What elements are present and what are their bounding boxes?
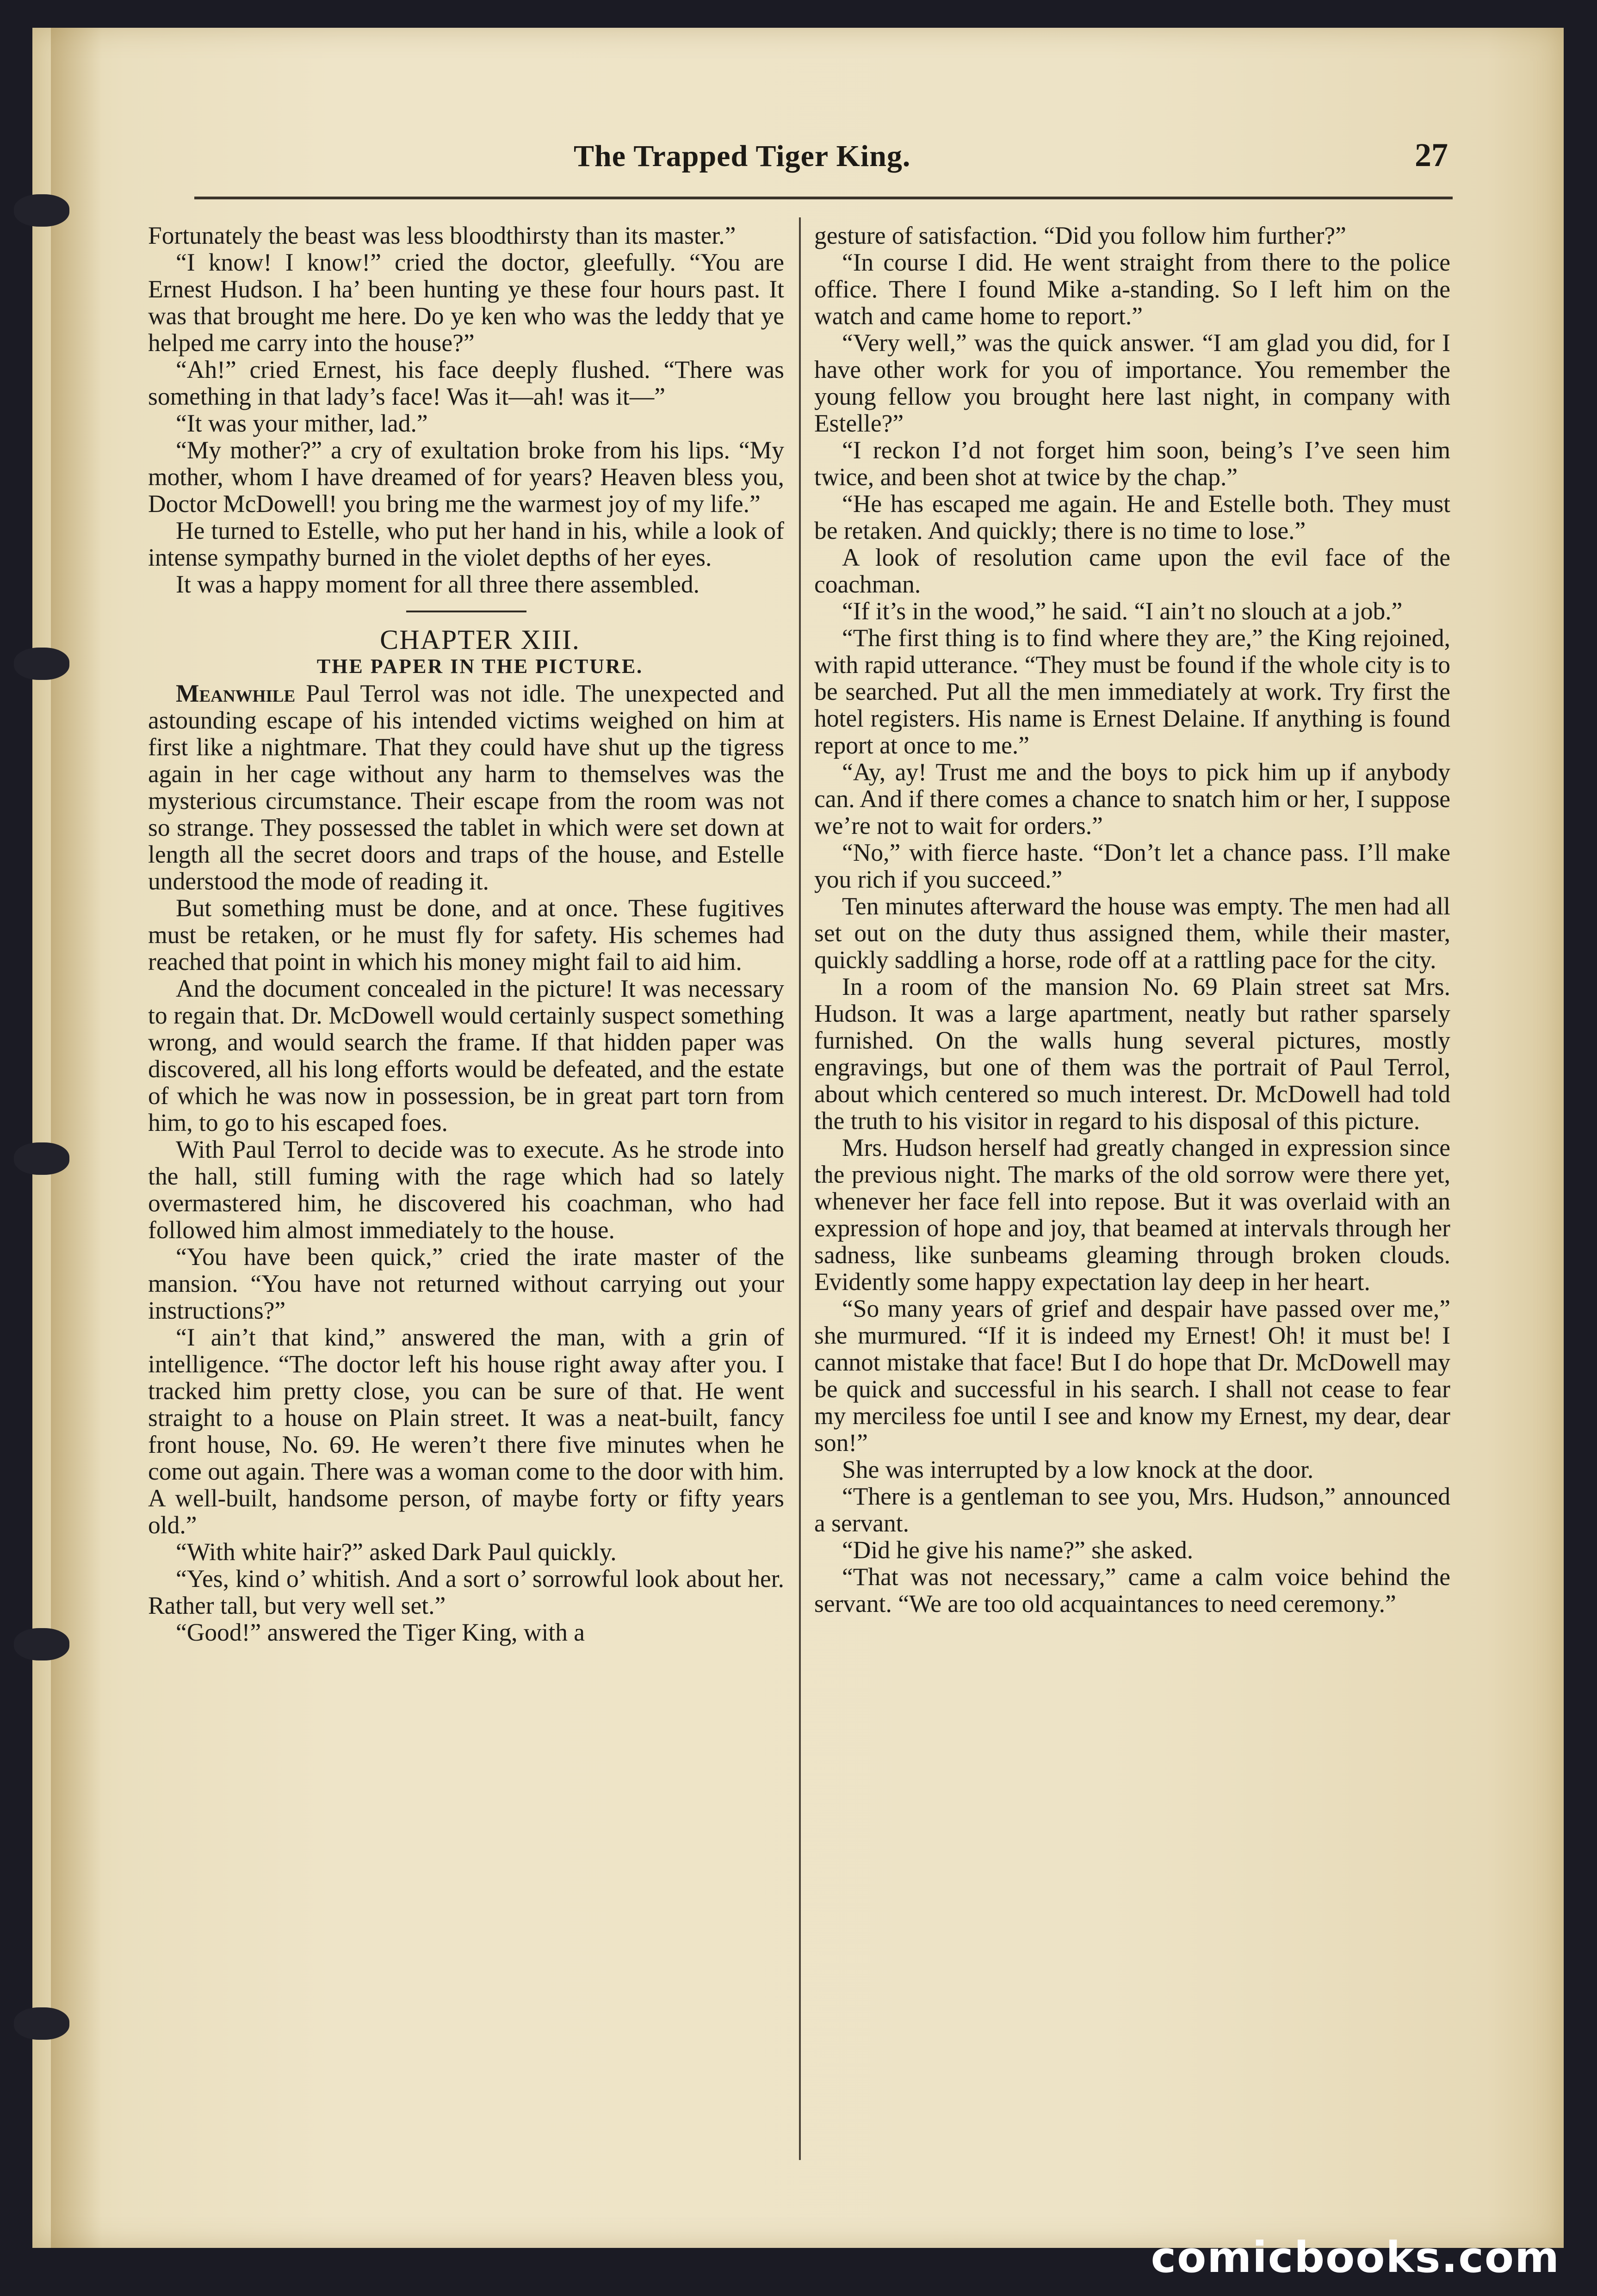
running-header bbox=[194, 136, 1453, 190]
paragraph: “Very well,” was the quick answer. “I am glad you did, for I have other work for you of importance. You remember the young fellow you brought here last night, in company with Estelle?” bbox=[814, 329, 1450, 437]
paragraph: “My mother?” a cry of exultation broke from his lips. “My mother, whom I have dreamed of for years? Heaven bless you, Doctor McDowell! you bring me the warmest joy of my life.” bbox=[148, 436, 784, 518]
page-gutter bbox=[51, 28, 102, 2248]
paragraph: And the document concealed in the picture! It was necessary to regain that. Dr. McDowell would certainly suspect something wrong, and would search the frame. If that hidden paper was discovered, all his long efforts would be defeated, and the estate of which he was now in possession, be in great part torn from him, to go to his escaped foes. bbox=[148, 975, 784, 1136]
page-number: 27 bbox=[1415, 136, 1448, 173]
paragraph: “Ah!” cried Ernest, his face deeply flushed. “There was something in that lady’s face! Was it—ah! was it—” bbox=[148, 356, 784, 410]
paragraph: “It was your mither, lad.” bbox=[176, 409, 428, 437]
lead-word: Meanwhile bbox=[176, 679, 296, 707]
paragraph: “In course I did. He went straight from there to the police office. There I found Mike a-standing. So I left him on the watch and came home to report.” bbox=[814, 248, 1450, 330]
paragraph: “You have been quick,” cried the irate master of the mansion. “You have not returned without carrying out your instructions?” bbox=[148, 1243, 784, 1324]
paragraph: A look of resolution came upon the evil face of the coachman. bbox=[814, 543, 1450, 598]
paragraph: “Did he give his name?” she asked. bbox=[842, 1536, 1194, 1564]
paragraph: Ten minutes afterward the house was empty. The men had all set out on the duty thus assigned them, while their master, quickly saddling a horse, rode off at a rattling pace for the city. bbox=[814, 892, 1450, 974]
lead-text: Paul Terrol was not idle. The unexpected and astounding escape of his intended victims weighed on him at first like a nightmare. That they could have shut up the tigress again in her cage without any harm to themselves was the mysterious circumstance. Their escape from the room was not so strange. They possessed the tablet in which were set down at length all the secret doors and traps of the house, and Estelle understood the mode of reading it. bbox=[148, 679, 784, 895]
binding-stitch bbox=[14, 194, 69, 227]
paragraph: With Paul Terrol to decide was to execute. As he strode into the hall, still fuming with the rage which had so lately overmastered him, he discovered his coachman, who had followed him almost immediately to the house. bbox=[148, 1136, 784, 1244]
paragraph: “Ay, ay! Trust me and the boys to pick him up if anybody can. And if there comes a chance to snatch him or her, I suppose we’re not to wait for orders.” bbox=[814, 758, 1451, 839]
paragraph: Fortunately the beast was less bloodthirsty than its master.” bbox=[148, 222, 736, 249]
paragraph: gesture of satisfaction. “Did you follow him further?” bbox=[814, 222, 1346, 249]
paragraph: “He has escaped me again. He and Estelle both. They must be retaken. And quickly; there is no time to lose.” bbox=[814, 490, 1450, 544]
paragraph: Mrs. Hudson herself had greatly changed in expression since the previous night. The marks of the old sorrow were there yet, whenever her face fell into repose. But it was overlaid with an expression of hope and joy, that beamed at intervals through her sadness, like sunbeams gleaming through broken clouds. Evidently some happy expectation lay deep in her heart. bbox=[814, 1134, 1450, 1296]
paragraph: “There is a gentleman to see you, Mrs. Hudson,” announced a servant. bbox=[814, 1482, 1450, 1537]
binding-stitch bbox=[14, 2007, 69, 2040]
binding-stitch bbox=[14, 1628, 69, 1660]
watermark: comicbooks.com bbox=[1151, 2233, 1560, 2282]
section-rule bbox=[406, 611, 526, 612]
paragraph: “Good!” answered the Tiger King, with a bbox=[176, 1618, 585, 1646]
paragraph: It was a happy moment for all three there assembled. bbox=[176, 570, 700, 598]
chapter-title: CHAPTER XIII. bbox=[380, 624, 580, 655]
binding-stitch bbox=[14, 648, 69, 680]
running-title: The Trapped Tiger King. bbox=[574, 139, 911, 173]
chapter-subtitle: THE PAPER IN THE PICTURE. bbox=[316, 655, 644, 678]
paragraph: “I know! I know!” cried the doctor, gleefully. “You are Ernest Hudson. I ha’ been hunting ye these four hours past. It was that brought me here. Do ye ken who was the leddy that ye helped me carry into the house?” bbox=[148, 248, 784, 357]
right-column bbox=[814, 222, 1450, 1617]
paragraph: “I reckon I’d not forget him soon, being’s I’ve seen him twice, and been shot at twice by the chap.” bbox=[814, 436, 1450, 491]
paragraph: “Yes, kind o’ whitish. And a sort o’ sorrowful look about her. Rather tall, but very well set.” bbox=[148, 1565, 784, 1619]
paragraph: “If it’s in the wood,” he said. “I ain’t no slouch at a job.” bbox=[842, 597, 1403, 625]
paragraph: “The first thing is to find where they are,” the King rejoined, with rapid utterance. “They must be found if the whole city is to be searched. Put all the men immediately at work. Try first the hotel registers. His name is Ernest Delaine. If anything is found report at once to me.” bbox=[814, 624, 1450, 759]
paragraph: In a room of the mansion No. 69 Plain street sat Mrs. Hudson. It was a large apartment, neatly but rather sparsely furnished. On the walls hung several pictures, mostly engravings, but one of them was the portrait of Paul Terrol, about which centered so much interest. Dr. McDowell had told the truth to his visitor in regard to his disposal of this picture. bbox=[814, 973, 1450, 1135]
paragraph bbox=[148, 680, 784, 895]
paragraph: “That was not necessary,” came a calm voice behind the servant. “We are too old acquaintances to need ceremony.” bbox=[814, 1563, 1450, 1617]
paragraph: But something must be done, and at once. These fugitives must be retaken, or he must fly for safety. His schemes had reached that point in which his money might fail to aid him. bbox=[148, 894, 784, 975]
binding-stitch bbox=[14, 1142, 69, 1175]
paragraph: “So many years of grief and despair have passed over me,” she murmured. “If it is indeed my Ernest! Oh! it must be! I cannot mistake that face! But I do hope that Dr. McDowell may be quick and successful in his search. I shall not cease to fear my merciless foe until I see and know my Ernest, my dear, dear son!” bbox=[814, 1295, 1450, 1457]
left-column bbox=[148, 222, 784, 1646]
paragraph: “No,” with fierce haste. “Don’t let a chance pass. I’ll make you rich if you succeed.” bbox=[814, 839, 1450, 893]
paragraph: “With white hair?” asked Dark Paul quickly. bbox=[176, 1538, 617, 1566]
header-rule bbox=[194, 197, 1453, 199]
paragraph: She was interrupted by a low knock at the door. bbox=[842, 1456, 1314, 1483]
column-divider bbox=[799, 217, 801, 2160]
paragraph: He turned to Estelle, who put her hand in his, while a look of intense sympathy burned in the violet depths of her eyes. bbox=[148, 517, 784, 571]
paragraph: “I ain’t that kind,” answered the man, with a grin of intelligence. “The doctor left his house right away after you. I tracked him pretty close, you can be sure of that. He went straight to a house on Plain street. It was a neat-built, fancy front house, No. 69. He weren’t there five minutes when he come out again. There was a woman come to the door with him. A well-built, handsome person, of maybe forty or fifty years old.” bbox=[148, 1323, 784, 1539]
